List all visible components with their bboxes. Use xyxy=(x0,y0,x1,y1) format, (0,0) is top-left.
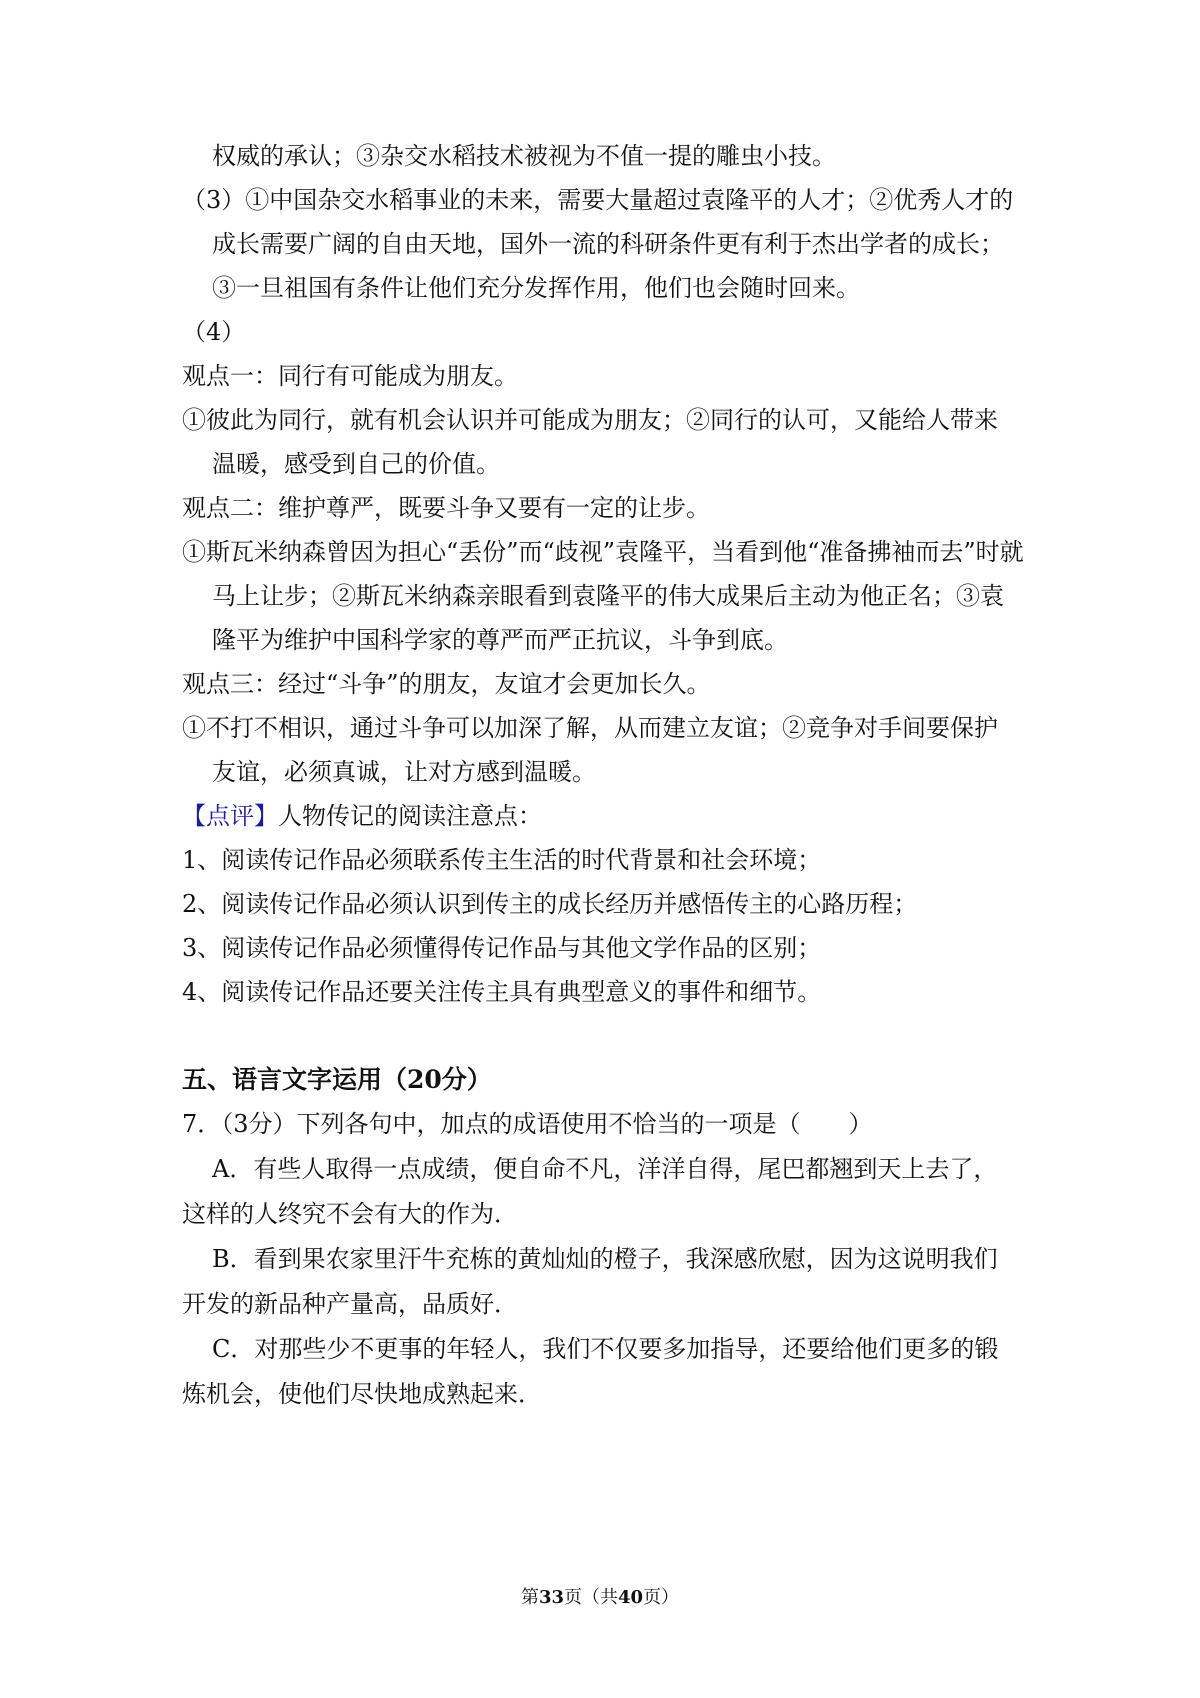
comment-point: 1、阅读传记作品必须联系传主生活的时代背景和社会环境； xyxy=(182,846,822,874)
view-two-reason-line3: 隆平为维护中国科学家的尊严而严正抗议，斗争到底。 xyxy=(212,626,788,654)
view-one-reason-line1: ①彼此为同行，就有机会认识并可能成为朋友；②同行的认可，又能给人带来 xyxy=(182,406,998,434)
comment-point: 4、阅读传记作品还要关注传主具有典型意义的事件和细节。 xyxy=(182,978,822,1006)
view-one-heading: 观点一：同行有可能成为朋友。 xyxy=(182,362,518,390)
view-three-reason-line1: ①不打不相识，通过斗争可以加深了解，从而建立友谊；②竞争对手间要保护 xyxy=(182,714,998,742)
answer-q4-label: （4） xyxy=(182,318,246,346)
view-two-reason-line1: ①斯瓦米纳森曾因为担心“丢份”而“歧视”袁隆平，当看到他“准备拂袖而去”时就 xyxy=(182,538,1024,566)
comment-point: 2、阅读传记作品必须认识到传主的成长经历并感悟传主的心路历程； xyxy=(182,890,918,918)
question-7-stem: 7．（3分）下列各句中，加点的成语使用不恰当的一项是（ ） xyxy=(182,1110,873,1138)
view-three-reason-line2: 友谊，必须真诚，让对方感到温暖。 xyxy=(212,758,596,786)
option-a-line2: 这样的人终究不会有大的作为． xyxy=(182,1200,518,1228)
option-b-line2: 开发的新品种产量高，品质好． xyxy=(182,1290,518,1318)
view-two-reason-line2: 马上让步；②斯瓦米纳森亲眼看到袁隆平的伟大成果后主动为他正名；③袁 xyxy=(212,582,1004,610)
answer-q3-line3: ③一旦祖国有条件让他们充分发挥作用，他们也会随时回来。 xyxy=(212,274,860,302)
page-footer: 第33页（共40页） xyxy=(520,1587,680,1608)
total-page-number: 40 xyxy=(618,1587,644,1608)
answer-q3-line1: （3）①中国杂交水稻事业的未来，需要大量超过袁隆平的人才；②优秀人才的 xyxy=(182,186,1014,214)
section-five-title: 五、语言文字运用（20分） xyxy=(182,1065,492,1094)
answer-part2-continuation: 权威的承认；③杂交水稻技术被视为不值一提的雕虫小技。 xyxy=(212,142,836,170)
view-two-heading: 观点二：维护尊严，既要斗争又要有一定的让步。 xyxy=(182,494,710,522)
comment-intro: 人物传记的阅读注意点： xyxy=(278,802,542,830)
option-b-line1: B．看到果农家里汗牛充栋的黄灿灿的橙子，我深感欣慰，因为这说明我们 xyxy=(212,1245,998,1273)
option-c-line1: C．对那些少不更事的年轻人，我们不仅要多加指导，还要给他们更多的锻 xyxy=(212,1335,999,1363)
view-one-reason-line2: 温暖，感受到自己的价值。 xyxy=(212,450,500,478)
comment-point: 3、阅读传记作品必须懂得传记作品与其他文学作品的区别； xyxy=(182,934,822,962)
option-a-line1: A．有些人取得一点成绩，便自命不凡，洋洋自得，尾巴都翘到天上去了， xyxy=(212,1155,998,1183)
option-c-line2: 炼机会，使他们尽快地成熟起来． xyxy=(182,1380,542,1408)
current-page-number: 33 xyxy=(538,1587,564,1608)
answer-q3-line2: 成长需要广阔的自由天地，国外一流的科研条件更有利于杰出学者的成长； xyxy=(212,230,1004,258)
comment-heading xyxy=(182,796,1042,836)
view-three-heading: 观点三：经过“斗争”的朋友，友谊才会更加长久。 xyxy=(182,670,711,698)
comment-tag: 【点评】 xyxy=(182,802,278,830)
